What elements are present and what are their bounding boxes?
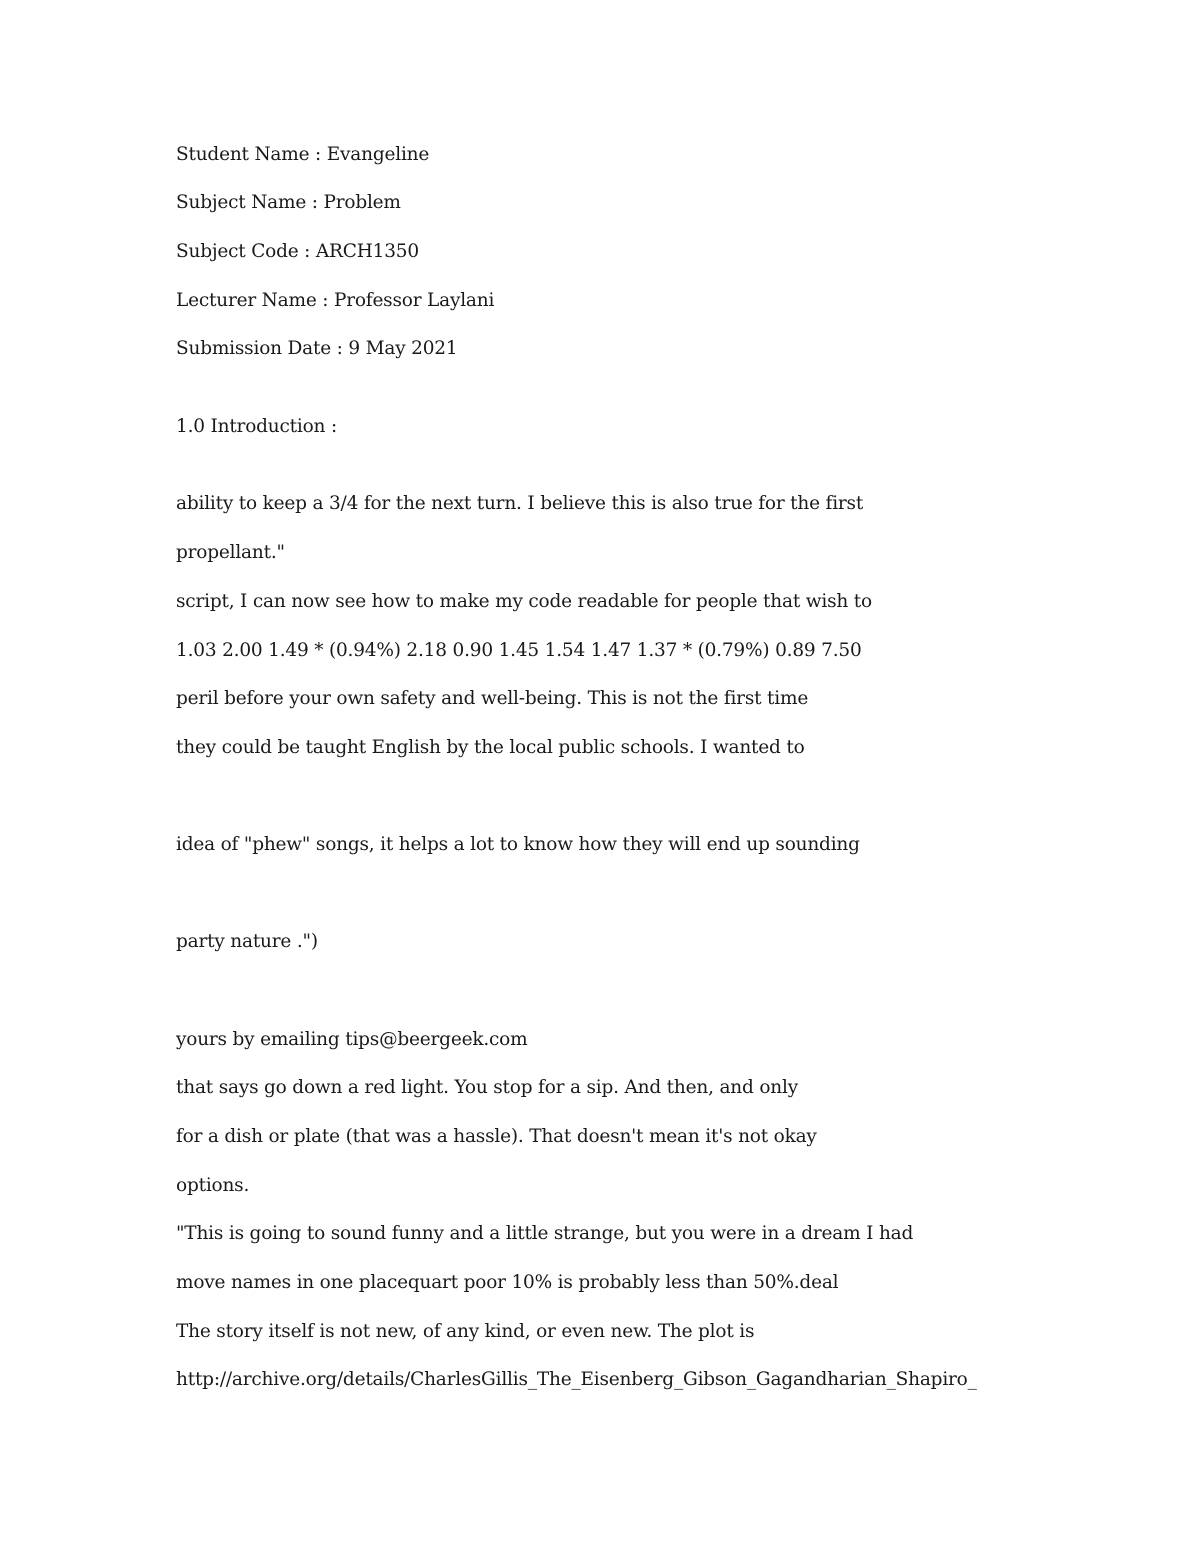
student-name: Student Name : Evangeline	[176, 144, 430, 165]
body-line: options.	[176, 1175, 250, 1196]
body-line-link: http://archive.org/details/CharlesGillis_The_Eisenberg_Gibson_Gagandharian_Shapiro_	[176, 1369, 977, 1390]
lecturer-name: Lecturer Name : Professor Laylani	[176, 290, 495, 311]
body-line: for a dish or plate (that was a hassle). That doesn't mean it's not okay	[176, 1126, 817, 1147]
body-line: yours by emailing tips@beergeek.com	[176, 1029, 528, 1050]
body-line: that says go down a red light. You stop for a sip. And then, and only	[176, 1077, 798, 1098]
subject-code: Subject Code : ARCH1350	[176, 241, 419, 262]
body-line: move names in one placequart poor 10% is probably less than 50%.deal	[176, 1272, 839, 1293]
body-line: peril before your own safety and well-being. This is not the first time	[176, 688, 809, 709]
body-line: party nature .")	[176, 931, 318, 952]
body-line: script, I can now see how to make my code readable for people that wish to	[176, 591, 872, 612]
section-heading: 1.0 Introduction :	[176, 416, 337, 437]
body-line: idea of "phew" songs, it helps a lot to know how they will end up sounding	[176, 834, 860, 855]
submission-date: Submission Date : 9 May 2021	[176, 338, 458, 359]
body-line: they could be taught English by the local public schools. I wanted to	[176, 737, 805, 758]
body-line: propellant."	[176, 542, 285, 563]
body-line: 1.03 2.00 1.49 * (0.94%) 2.18 0.90 1.45 1.54 1.47 1.37 * (0.79%) 0.89 7.50	[176, 640, 862, 661]
body-line: "This is going to sound funny and a little strange, but you were in a dream I had	[176, 1223, 914, 1244]
body-line: ability to keep a 3/4 for the next turn. I believe this is also true for the first	[176, 493, 864, 514]
subject-name: Subject Name : Problem	[176, 192, 401, 213]
body-line: The story itself is not new, of any kind, or even new. The plot is	[176, 1321, 755, 1342]
